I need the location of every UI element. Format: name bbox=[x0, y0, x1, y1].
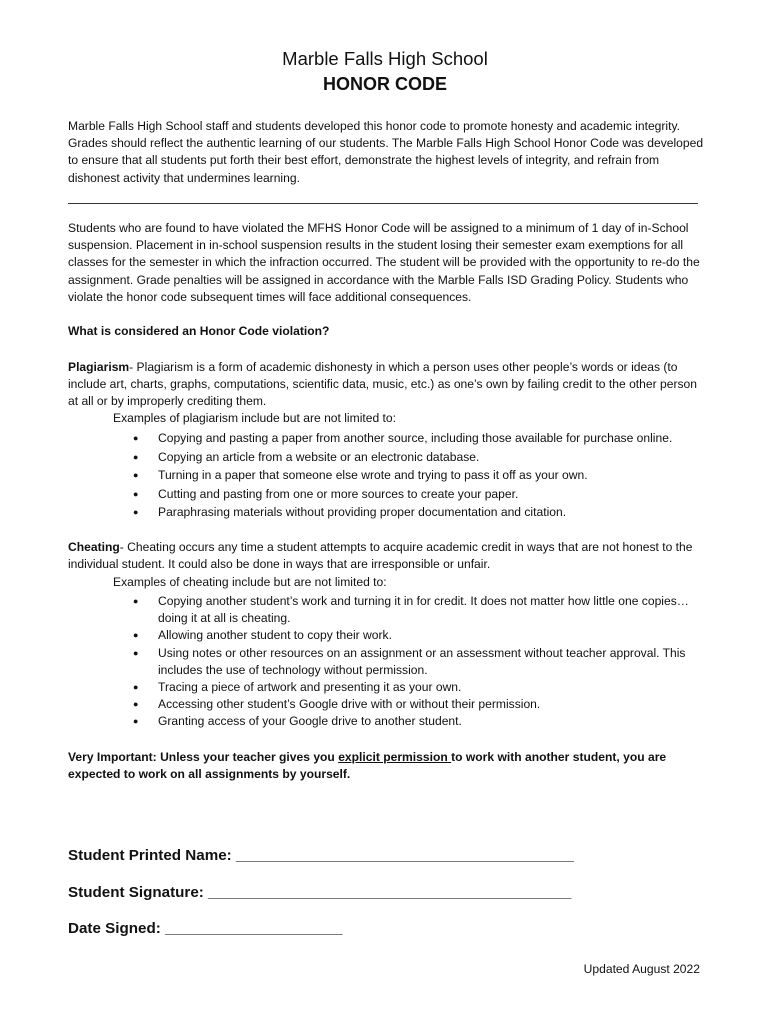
plagiarism-paragraph bbox=[68, 359, 704, 411]
divider-line bbox=[68, 203, 698, 204]
intro-paragraph: Marble Falls High School staff and students developed this honor code to promote honesty and academic integrity. Grades should reflect the authentic learning of our students. The Marble Falls High School Honor Code was developed to ensure that all students put forth their best effort, demonstrate the highest levels of integrity, and refrain from dishonest activity that undermines learning. bbox=[68, 119, 704, 185]
list-item: ● Turning in a paper that someone else wrote and trying to pass it off as your own. bbox=[130, 466, 690, 485]
list-item: ● Paraphrasing materials without providing proper documentation and citation. bbox=[130, 503, 690, 522]
list-item: ● Accessing other student’s Google drive with or without their permission. bbox=[130, 696, 690, 713]
list-item: ● Cutting and pasting from one or more sources to create your paper. bbox=[130, 485, 690, 504]
cheating-examples-label: Examples of cheating include but are not limited to: bbox=[113, 575, 387, 589]
date-signed-field: Date Signed: _____________________ bbox=[68, 920, 343, 937]
cheating-term: Cheating bbox=[68, 540, 120, 554]
plagiarism-examples-label: Examples of plagiarism include but are not limited to: bbox=[113, 411, 396, 425]
important-prefix: Very Important: Unless your teacher gives you bbox=[68, 750, 339, 764]
cheating-paragraph bbox=[68, 539, 704, 573]
plagiarism-definition: - Plagiarism is a form of academic dishonesty in which a person uses other people’s words or ideas (to include art, charts, graphs, computations, scientific data, music, etc.) as one’s own by failing credit to the other person at all or by improperly crediting them. bbox=[68, 360, 697, 409]
list-item: ● Granting access of your Google drive to another student. bbox=[130, 713, 690, 730]
plagiarism-examples-list bbox=[130, 429, 690, 522]
list-item: ● Using notes or other resources on an assignment or an assessment without teacher approval. This includes the use of technology without permission. bbox=[130, 645, 690, 679]
plagiarism-term: Plagiarism bbox=[68, 360, 130, 374]
list-item: ● Allowing another student to copy their work. bbox=[130, 627, 690, 644]
suspension-paragraph: Students who are found to have violated the MFHS Honor Code will be assigned to a minimum of 1 day of in-School suspension. Placement in in-school suspension results in the student losing their semester exam exemptions for all classes for the semester in which the infraction occurred. The student will be provided with the opportunity to re-do the assignment. Grade penalties will be assigned in accordance with the Marble Falls ISD Grading Policy. Students who violate the honor code subsequent times will face additional consequences. bbox=[68, 221, 700, 304]
list-item: ● Tracing a piece of artwork and presenting it as your own. bbox=[130, 679, 690, 696]
violation-question: What is considered an Honor Code violation? bbox=[68, 324, 330, 338]
explicit-permission-emphasis: explicit permission bbox=[338, 750, 452, 764]
list-item: ● Copying another student’s work and turning it in for credit. It does not matter how little one copies… doing it at all is cheating. bbox=[130, 593, 690, 627]
school-name: Marble Falls High School bbox=[282, 48, 488, 69]
important-suffix: to work with another student, you are expected to work on all assignments by yourself. bbox=[68, 750, 667, 782]
document-title: HONOR CODE bbox=[322, 74, 447, 94]
list-item: ● Copying an article from a website or an electronic database. bbox=[130, 448, 690, 467]
important-notice bbox=[68, 749, 708, 783]
cheating-examples-list bbox=[130, 593, 690, 731]
student-signature-field: Student Signature: ___________________________________________ bbox=[68, 884, 572, 901]
cheating-definition: - Cheating occurs any time a student attempts to acquire academic credit in ways that are not honest to the individual student. It could also be done in ways that are irresponsible or unfair. bbox=[68, 540, 693, 572]
list-item: ● Copying and pasting a paper from another source, including those available for purchase online. bbox=[130, 429, 690, 448]
updated-date: Updated August 2022 bbox=[583, 962, 700, 976]
student-printed-name-field: Student Printed Name: ________________________________________ bbox=[68, 847, 574, 864]
